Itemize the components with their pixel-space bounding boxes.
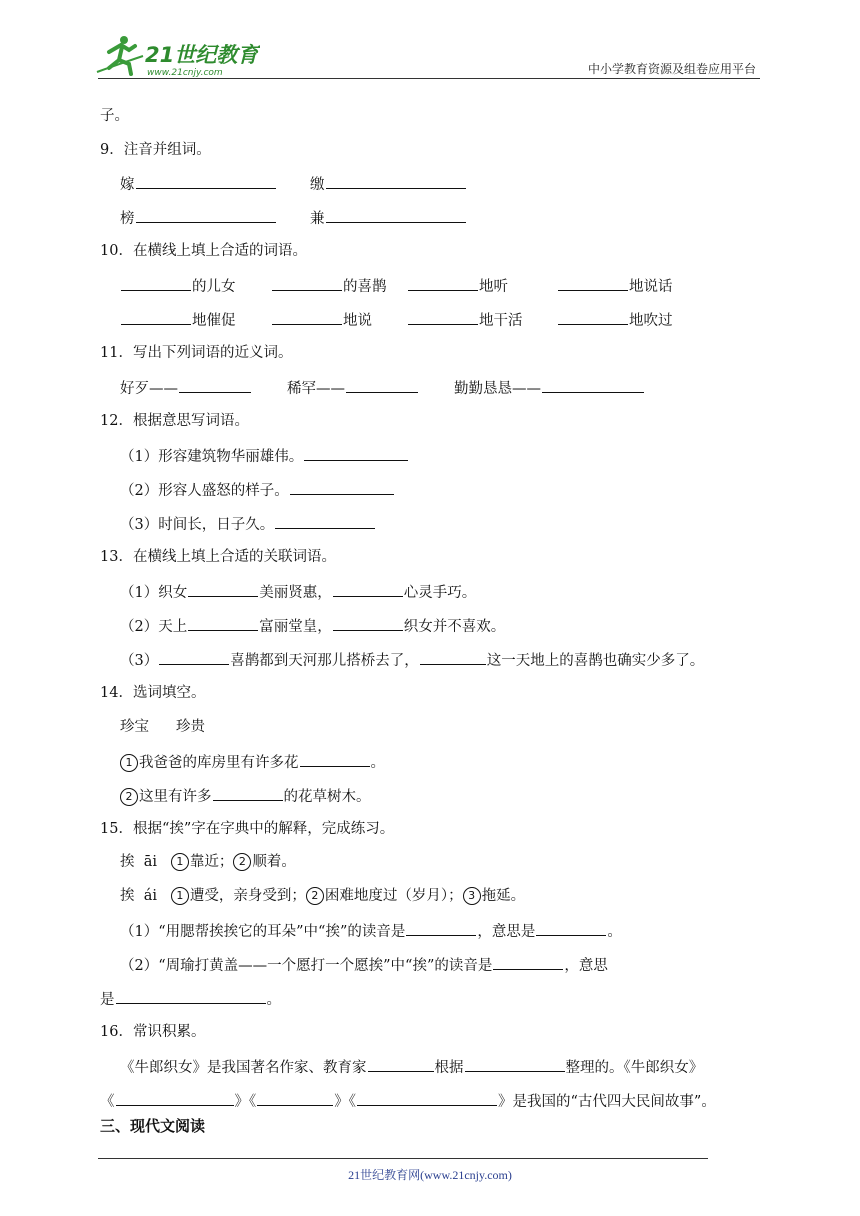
q9-blank-4[interactable] xyxy=(326,207,466,223)
q15-text: （1）“用腮帮挨挨它的耳朵”中“挨”的读音是 xyxy=(120,924,406,940)
q15-line-3 xyxy=(100,988,281,1010)
q12-prompt-2: （2）形容人盛怒的样子。 xyxy=(120,483,289,499)
q12-line-2 xyxy=(120,479,395,501)
q16-blank[interactable] xyxy=(368,1056,434,1072)
q14-text: 我爸爸的库房里有许多花 xyxy=(139,755,299,771)
svg-text:www.21cnjy.com: www.21cnjy.com xyxy=(147,68,223,78)
q12-blank-2[interactable] xyxy=(290,479,394,495)
q16-blank[interactable] xyxy=(465,1056,565,1072)
q15-text: ，意思 xyxy=(564,958,608,974)
q10-blank[interactable] xyxy=(272,309,342,325)
svg-text:21世纪教育: 21世纪教育 xyxy=(145,43,259,67)
q12-blank-1[interactable] xyxy=(304,445,408,461)
q9-blank-3[interactable] xyxy=(136,207,276,223)
q10-blank[interactable] xyxy=(408,275,478,291)
q9-char-3: 榜 xyxy=(120,211,135,227)
header-platform-name: 中小学教育资源及组卷应用平台 xyxy=(587,62,756,76)
q16-text: 整理的。《牛郎织女》 xyxy=(565,1060,704,1076)
q16-text: 《 xyxy=(100,1094,115,1110)
q12-prompt-3: （3）时间长，日子久。 xyxy=(120,517,275,533)
q11-word-1: 好歹—— xyxy=(120,381,178,397)
q16-blank[interactable] xyxy=(116,1090,234,1106)
site-logo xyxy=(95,32,260,78)
q13-blank[interactable] xyxy=(188,581,258,597)
q16-line-1 xyxy=(120,1056,703,1078)
q14-option-1: 珍宝 xyxy=(120,719,149,735)
q14-line-1 xyxy=(120,751,385,773)
footer-divider xyxy=(98,1158,708,1159)
q14-option-2: 珍贵 xyxy=(176,719,205,735)
q10-word: 地说 xyxy=(343,313,372,329)
q9-blank-1[interactable] xyxy=(136,173,276,189)
q11-blank-2[interactable] xyxy=(346,377,418,393)
q14-title: 14．选词填空。 xyxy=(100,685,206,701)
q12-title: 12．根据意思写词语。 xyxy=(100,413,249,429)
section-heading: 三、现代文阅读 xyxy=(100,1117,206,1135)
dict-meaning: 困难地度过（岁月）； xyxy=(324,888,463,904)
q15-blank[interactable] xyxy=(406,920,476,936)
q16-text: 根据 xyxy=(434,1060,464,1076)
q10-word: 地吹过 xyxy=(629,313,673,329)
q15-text: ，意思是 xyxy=(477,924,536,940)
q13-text: 富丽堂皇， xyxy=(259,619,332,635)
q13-text: 美丽贤惠， xyxy=(259,585,332,601)
q15-definition-2 xyxy=(120,886,525,906)
q10-word: 地干活 xyxy=(479,313,523,329)
circled-number: 1 xyxy=(120,754,138,772)
dict-meaning: 拖延。 xyxy=(481,888,526,904)
circled-number: 1 xyxy=(171,853,189,871)
q14-blank[interactable] xyxy=(300,751,370,767)
q16-text: 《牛郎织女》是我国著名作家、教育家 xyxy=(120,1060,367,1076)
q9-title: 9．注音并组词。 xyxy=(100,142,211,158)
q12-blank-3[interactable] xyxy=(275,513,375,529)
q10-blank[interactable] xyxy=(558,275,628,291)
q9-char-1: 嫁 xyxy=(120,177,135,193)
q10-word: 地听 xyxy=(479,279,508,295)
q16-text: 》是我国的“古代四大民间故事”。 xyxy=(498,1094,716,1110)
q14-text: 这里有许多 xyxy=(139,789,212,805)
q10-word: 地催促 xyxy=(192,313,236,329)
q13-text: 这一天地上的喜鹊也确实少多了。 xyxy=(486,653,705,669)
q13-blank[interactable] xyxy=(333,615,403,631)
q9-char-4: 兼 xyxy=(310,211,325,227)
q15-title: 15．根据“挨”字在字典中的解释，完成练习。 xyxy=(100,821,395,837)
q15-definition-1 xyxy=(120,852,296,872)
q14-blank[interactable] xyxy=(213,785,283,801)
q13-text: 织女并不喜欢。 xyxy=(403,619,506,635)
q9-blank-2[interactable] xyxy=(326,173,466,189)
q10-blank[interactable] xyxy=(558,309,628,325)
q13-text: （1）织女 xyxy=(120,585,188,601)
dict-meaning: 顺着。 xyxy=(252,854,296,870)
q11-word-3: 勤勤恳恳—— xyxy=(454,381,541,397)
q15-blank[interactable] xyxy=(493,954,563,970)
q13-text: （2）天上 xyxy=(120,619,188,635)
q15-text: 。 xyxy=(607,924,622,940)
q11-blank-3[interactable] xyxy=(542,377,644,393)
q13-title: 13．在横线上填上合适的关联词语。 xyxy=(100,549,336,565)
q15-text: （2）“周瑜打黄盖——一个愿打一个愿挨”中“挨”的读音是 xyxy=(120,958,493,974)
q10-word: 的儿女 xyxy=(192,279,236,295)
q13-line-3 xyxy=(120,649,704,671)
q14-text: 。 xyxy=(370,755,385,771)
q13-line-2 xyxy=(120,615,505,637)
q12-line-3 xyxy=(120,513,376,535)
q15-line-1 xyxy=(120,920,622,942)
dict-meaning: 遭受，亲身受到； xyxy=(189,888,306,904)
q12-prompt-1: （1）形容建筑物华丽雄伟。 xyxy=(120,449,304,465)
q10-blank[interactable] xyxy=(121,275,191,291)
q13-text: 喜鹊都到天河那儿搭桥去了， xyxy=(230,653,419,669)
circled-number: 2 xyxy=(120,788,138,806)
q16-title: 16．常识积累。 xyxy=(100,1024,206,1040)
circled-number: 1 xyxy=(171,887,189,905)
q13-blank[interactable] xyxy=(333,581,403,597)
q15-text: 是 xyxy=(100,992,115,1008)
circled-number: 2 xyxy=(306,887,324,905)
q11-word-2: 稀罕—— xyxy=(287,381,345,397)
footer-text[interactable]: 21世纪教育网(www.21cnjy.com) xyxy=(348,1168,512,1182)
q16-text: 》《 xyxy=(334,1094,356,1110)
pinyin: āi xyxy=(143,854,158,870)
q13-text: 心灵手巧。 xyxy=(403,585,477,601)
q16-text: 》《 xyxy=(234,1094,257,1110)
pinyin: ái xyxy=(143,888,158,904)
q9-char-2: 缴 xyxy=(310,177,325,193)
q10-blank[interactable] xyxy=(408,309,478,325)
dict-char: 挨 xyxy=(120,854,135,870)
q14-line-2 xyxy=(120,785,371,807)
q10-word: 地说话 xyxy=(629,279,673,295)
q10-title: 10．在横线上填上合适的词语。 xyxy=(100,243,307,259)
q16-blank[interactable] xyxy=(357,1090,497,1106)
q11-blank-1[interactable] xyxy=(179,377,251,393)
q13-blank[interactable] xyxy=(420,649,486,665)
q13-text: （3） xyxy=(120,653,159,669)
q10-blank[interactable] xyxy=(121,309,191,325)
q10-word: 的喜鹊 xyxy=(343,279,387,295)
q14-text: 的花草树木。 xyxy=(283,789,371,805)
q13-blank[interactable] xyxy=(159,649,229,665)
circled-number: 3 xyxy=(463,887,481,905)
q15-line-2 xyxy=(120,954,608,976)
q12-line-1 xyxy=(120,445,409,467)
continuation-text: 子。 xyxy=(100,108,129,124)
q15-blank[interactable] xyxy=(536,920,606,936)
header-divider xyxy=(98,78,760,79)
circled-number: 2 xyxy=(233,853,251,871)
q16-blank[interactable] xyxy=(257,1090,333,1106)
q10-blank[interactable] xyxy=(272,275,342,291)
q13-line-1 xyxy=(120,581,476,603)
q13-blank[interactable] xyxy=(188,615,258,631)
q15-text: 。 xyxy=(266,992,281,1008)
dict-char: 挨 xyxy=(120,888,135,904)
q15-blank[interactable] xyxy=(116,988,266,1004)
dict-meaning: 靠近； xyxy=(189,854,234,870)
q16-line-2 xyxy=(100,1090,716,1112)
q11-title: 11．写出下列词语的近义词。 xyxy=(100,345,293,361)
